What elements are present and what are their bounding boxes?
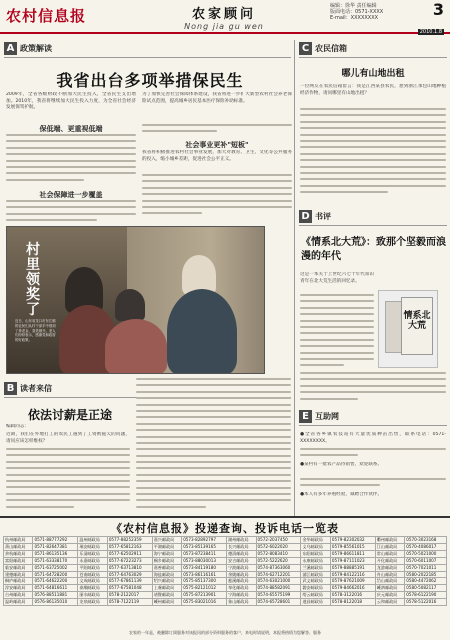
directory-phone: 0578-7122119 xyxy=(107,599,152,606)
section-b-tag xyxy=(4,382,52,395)
directory-office: 乐清邮政局 xyxy=(78,550,107,557)
directory-phone: 0577-64763029 xyxy=(107,571,152,578)
letter-greeting: 编辑同志： xyxy=(6,424,29,429)
directory-phone: 0578-6122190 xyxy=(405,592,447,599)
directory-phone: 0580-4472062 xyxy=(405,578,447,585)
directory-phone: 0577-63713810 xyxy=(107,564,152,571)
directory-office: 安吉邮政局 xyxy=(227,557,256,564)
directory-phone: 0570-7021011 xyxy=(405,564,447,571)
issue-date: 2010.1.8 xyxy=(419,29,442,35)
directory-office: 义乌邮政局 xyxy=(301,543,330,550)
article-text: 为了加快完善社会保障体系建设，我省将进一步扩大新型农村社会养老保险试点范围，提高城乡居民基本医疗保险补助标准。 xyxy=(142,92,292,104)
directory-phone: 0570-4086017 xyxy=(405,543,447,550)
directory-office: 富阳邮政局 xyxy=(4,557,33,564)
directory-office: 湖州邮政局 xyxy=(227,537,256,544)
directory-row xyxy=(4,543,447,550)
directory-office: 萧山邮政局 xyxy=(4,543,33,550)
directory-phone: 0575-82121012 xyxy=(182,585,227,592)
directory-office: 象山邮政局 xyxy=(227,599,256,606)
directory-office: 瑞安邮政局 xyxy=(78,543,107,550)
section-label: 书评 xyxy=(315,212,331,221)
photo-figure xyxy=(115,289,145,321)
divider xyxy=(299,225,447,226)
directory-phone: 0570-5021000 xyxy=(405,550,447,557)
directory-title: 《农村信息报》投递查询、投诉电话一览表 xyxy=(111,522,339,535)
directory-phone: 0570-6011007 xyxy=(405,557,447,564)
directory-phone: 0579-86611811 xyxy=(330,550,375,557)
directory-office: 苍南邮政局 xyxy=(78,571,107,578)
divider xyxy=(0,516,450,518)
directory-office: 衢州邮政局 xyxy=(375,537,404,544)
section-letter: E xyxy=(299,410,312,423)
subheading: 社会事业更补"短板" xyxy=(185,141,249,149)
subheading: 保低端、更重视低端 xyxy=(39,125,103,133)
directory-office: 永康邮政局 xyxy=(301,557,330,564)
directory-phone: 0577-65812163 xyxy=(107,543,152,550)
directory-table xyxy=(3,536,447,606)
directory-phone: 0571-88777292 xyxy=(33,537,78,544)
directory-phone: 0579-82302032 xyxy=(330,537,375,544)
mailbox-question: 一位网友在农民信箱留言：我是江西某县农民，想到浙江承包山地种植经济作物，请问哪里有山地出租？ xyxy=(300,84,446,96)
directory-phone: 0572-2037450 xyxy=(256,537,301,544)
photo-vertical-caption: 村里领奖了 xyxy=(26,242,40,318)
divider xyxy=(4,57,291,58)
directory-row xyxy=(4,585,447,592)
directory-office: 龙泉邮政局 xyxy=(78,599,107,606)
directory-phone: 0577-62502911 xyxy=(107,550,152,557)
directory-phone: 0578-3122016 xyxy=(330,592,375,599)
article-intro: 2009年，全省各级财政不断加大民生投入，全省民生支出增加。2010年，我省将继续加大民生投入力度，为全省社会经济发展保驾护航。 xyxy=(6,92,136,111)
directory-phone: 0571-82647381 xyxy=(33,543,78,550)
directory-phone: 0579-84122116 xyxy=(330,571,375,578)
directory-office: 嘉善邮政局 xyxy=(152,564,181,571)
page-footer: 农家的一年是，被删除订阅服务对该报讯的部分资料服务的客户，来电时请说明，本报将热情为您解答、服务 xyxy=(129,630,321,635)
directory-phone: 0579-85561015 xyxy=(330,543,375,550)
directory-phone: 0573-85139165 xyxy=(182,543,227,550)
directory-office: 岱山邮政局 xyxy=(375,578,404,585)
directory-office: 绍兴邮政局 xyxy=(152,578,181,585)
section-e-tag xyxy=(299,410,339,423)
directory-phone: 0580-5082117 xyxy=(405,585,447,592)
directory-office: 嵊泗邮政局 xyxy=(375,585,404,592)
section-letter: C xyxy=(299,42,312,55)
meta-line: 版面电话：0571-XXXX xyxy=(330,9,384,15)
divider xyxy=(299,57,447,58)
directory-phone: 0571-63338170 xyxy=(33,557,78,564)
directory-office: 遂昌邮政局 xyxy=(301,599,330,606)
directory-office: 兰溪邮政局 xyxy=(301,564,330,571)
directory-phone: 0580-2022185 xyxy=(405,571,447,578)
directory-phone: 0572-8083410 xyxy=(256,550,301,557)
article-body xyxy=(142,124,292,136)
article-headline: 我省出台多项举措保民生 xyxy=(56,71,244,90)
section-label: 互助网 xyxy=(315,412,339,421)
directory-office: 上虞邮政局 xyxy=(152,585,181,592)
newspaper-logo: 农村信息报 xyxy=(6,7,87,25)
letter-body xyxy=(6,448,130,514)
book-review-body xyxy=(300,294,374,370)
article-body xyxy=(6,200,136,222)
directory-phone: 0579-84662016 xyxy=(330,585,375,592)
directory-phone: 0575-83021016 xyxy=(182,599,227,606)
letter-headline: 依法讨薪是正途 xyxy=(27,408,112,422)
book-review-text: 这是一本关于上世纪六七十年代知识青年在北大荒生活的回忆录。 xyxy=(300,272,374,284)
directory-row xyxy=(4,592,447,599)
directory-office: 舟山邮政局 xyxy=(375,571,404,578)
directory-row xyxy=(4,578,447,585)
directory-phone: 0575-87213901 xyxy=(182,592,227,599)
directory-phone: 0573-86116161 xyxy=(182,571,227,578)
directory-phone: 0576-88511881 xyxy=(33,592,78,599)
masthead-meta xyxy=(330,3,383,21)
directory-office: 余杭邮政局 xyxy=(4,550,33,557)
directory-phone: 0571-64728200 xyxy=(33,571,78,578)
directory-office: 临安邮政局 xyxy=(4,564,33,571)
section-title-en: Nong jia gu wen xyxy=(184,22,264,31)
section-c-tag xyxy=(299,42,347,55)
article-text: 我省将积极推进农村社会事业发展，加大对教育、卫生、文化等公共服务的投入，缩小城乡差距，促进社会公平正义。 xyxy=(142,150,292,162)
mutual-aid-body xyxy=(300,478,446,490)
column-divider xyxy=(294,40,295,516)
directory-office: 宁波邮政局 xyxy=(227,564,256,571)
directory-office: 金华邮政局 xyxy=(301,537,330,544)
directory-phone: 0573-82892797 xyxy=(182,537,227,544)
directory-office: 云和邮政局 xyxy=(375,599,404,606)
directory-row xyxy=(4,564,447,571)
letter-text: 近期，我们在外地打工的农民工遇到了工资被拖欠的问题，请问应该怎样维权？ xyxy=(6,432,130,444)
directory-office: 嘉兴邮政局 xyxy=(152,537,181,544)
mailbox-body xyxy=(300,108,446,200)
directory-office: 常山邮政局 xyxy=(375,550,404,557)
directory-office: 嵊州邮政局 xyxy=(152,599,181,606)
section-label: 读者来信 xyxy=(20,384,52,393)
directory-office: 杭州邮政局 xyxy=(4,537,33,544)
directory-office: 武义邮政局 xyxy=(301,578,330,585)
directory-office: 开化邮政局 xyxy=(375,557,404,564)
directory-office: 奉化邮政局 xyxy=(227,585,256,592)
book-review-title: 《情系北大荒》：致那个坚毅而浪漫的年代 xyxy=(301,237,446,262)
directory-office: 淳安邮政局 xyxy=(4,585,33,592)
directory-phone: 0574-88582091 xyxy=(256,585,301,592)
book-cover-title: 情系北大荒 xyxy=(403,311,431,331)
photo-figure xyxy=(167,289,237,374)
directory-office: 丽水邮政局 xyxy=(78,592,107,599)
directory-phone: 0573-88030013 xyxy=(182,557,227,564)
directory-phone: 0571-64816611 xyxy=(33,585,78,592)
section-header xyxy=(168,3,280,31)
directory-row xyxy=(4,599,447,606)
directory-office: 海宁邮政局 xyxy=(152,550,181,557)
directory-office: 磐安邮政局 xyxy=(301,585,330,592)
directory-office: 台州邮政局 xyxy=(4,592,33,599)
directory-phone: 0571-64622200 xyxy=(33,578,78,585)
directory-phone: 0572-5222620 xyxy=(256,557,301,564)
directory-office: 缙云邮政局 xyxy=(301,592,330,599)
photo-caption: 近日，山东省龙口市东江镇的农民们从村干部手中领到了养老金，喜笑颜开。老人们纷纷表示，感谢党和政府的好政策。 xyxy=(15,319,56,343)
directory-office: 龙游邮政局 xyxy=(375,564,404,571)
directory-phone: 0571-63725002 xyxy=(33,564,78,571)
section-letter: D xyxy=(299,210,312,223)
mailbox-title: 哪儿有山地出租 xyxy=(341,69,405,79)
divider xyxy=(299,425,447,426)
directory-row xyxy=(4,550,447,557)
directory-office: 温岭邮政局 xyxy=(4,599,33,606)
directory-phone: 0577-67223273 xyxy=(107,557,152,564)
directory-office: 浦江邮政局 xyxy=(301,571,330,578)
directory-row xyxy=(4,557,447,564)
news-photo xyxy=(6,226,265,374)
directory-office: 平湖邮政局 xyxy=(152,543,181,550)
directory-phone: 0576-86135010 xyxy=(33,599,78,606)
directory-office: 诸暨邮政局 xyxy=(152,592,181,599)
meta-line: E-mail：XXXXXXXX xyxy=(330,15,379,21)
directory-office: 永嘉邮政局 xyxy=(78,557,107,564)
section-label: 农民信箱 xyxy=(315,44,347,53)
directory-row xyxy=(4,571,447,578)
directory-office: 东阳邮政局 xyxy=(301,550,330,557)
mutual-aid-body xyxy=(300,448,446,460)
directory-phone: 0575-85137300 xyxy=(182,578,227,585)
directory-phone: 0577-67581048 xyxy=(107,585,152,592)
section-title-cn: 农家顾问 xyxy=(191,7,256,22)
directory-phone: 0574-65728601 xyxy=(256,599,301,606)
book-cover-image xyxy=(378,290,438,368)
meta-line: 编辑：徐华 责任编辑 xyxy=(330,3,377,9)
directory-office: 德清邮政局 xyxy=(227,550,256,557)
directory-office: 平阳邮政局 xyxy=(78,564,107,571)
page-number-value: 3 xyxy=(432,0,444,19)
article-body xyxy=(6,134,136,186)
directory-phone: 0572-6022020 xyxy=(256,543,301,550)
directory-row xyxy=(4,537,447,544)
directory-office: 温州邮政局 xyxy=(78,537,107,544)
directory-phone: 0574-65575199 xyxy=(256,592,301,599)
mutual-aid-item: ●某村有一批农产品待销售，欢迎联系。 xyxy=(300,462,383,467)
directory-office: 桐庐邮政局 xyxy=(4,578,33,585)
directory-phone: 0579-88885191 xyxy=(330,564,375,571)
directory-phone: 0573-87238411 xyxy=(182,550,227,557)
section-letter: B xyxy=(4,382,17,395)
directory-phone: 0579-87621009 xyxy=(330,578,375,585)
directory-phone: 0578-5122016 xyxy=(405,599,447,606)
letter-reply-body xyxy=(136,378,291,514)
section-a-tag xyxy=(4,42,52,55)
directory-phone: 0573-84119180 xyxy=(182,564,227,571)
page-number xyxy=(404,2,444,37)
directory-office: 江山邮政局 xyxy=(375,543,404,550)
mutual-aid-item: ●全省各乡镇农技站有大量优质种苗出售，联系电话：0571-XXXXXXXX。 xyxy=(300,432,446,444)
article-body xyxy=(142,174,292,222)
section-letter: A xyxy=(4,42,17,55)
directory-office: 泰顺邮政局 xyxy=(78,585,107,592)
directory-phone: 0578-8122018 xyxy=(330,599,375,606)
directory-phone: 0574-63021000 xyxy=(256,578,301,585)
directory-office: 桐乡邮政局 xyxy=(152,557,181,564)
directory-phone: 0577-67861139 xyxy=(107,578,152,585)
masthead xyxy=(0,0,450,34)
directory-phone: 0574-87363060 xyxy=(256,564,301,571)
directory-phone: 0578-2122017 xyxy=(107,592,152,599)
photo-figure xyxy=(105,319,167,374)
section-label: 政策解读 xyxy=(20,44,52,53)
mutual-aid-item: ●本人有多年养殖经验，诚聘合作伙伴。 xyxy=(300,492,383,497)
subheading: 社会保障进一步覆盖 xyxy=(39,191,103,199)
directory-office: 余姚邮政局 xyxy=(227,571,256,578)
directory-phone: 0571-86135136 xyxy=(33,550,78,557)
directory-phone: 0574-62712201 xyxy=(256,571,301,578)
directory-office: 宁海邮政局 xyxy=(227,592,256,599)
directory-office: 海盐邮政局 xyxy=(152,571,181,578)
directory-office: 慈溪邮政局 xyxy=(227,578,256,585)
section-d-tag xyxy=(299,210,331,223)
directory-office: 文成邮政局 xyxy=(78,578,107,585)
book-review-body xyxy=(300,372,446,404)
directory-office: 长兴邮政局 xyxy=(227,543,256,550)
directory-phone: 0570-3023168 xyxy=(405,537,447,544)
directory-phone: 0577-88252359 xyxy=(107,537,152,544)
directory-phone: 0579-87111023 xyxy=(330,557,375,564)
directory-office: 建德邮政局 xyxy=(4,571,33,578)
directory-office: 庆元邮政局 xyxy=(375,592,404,599)
